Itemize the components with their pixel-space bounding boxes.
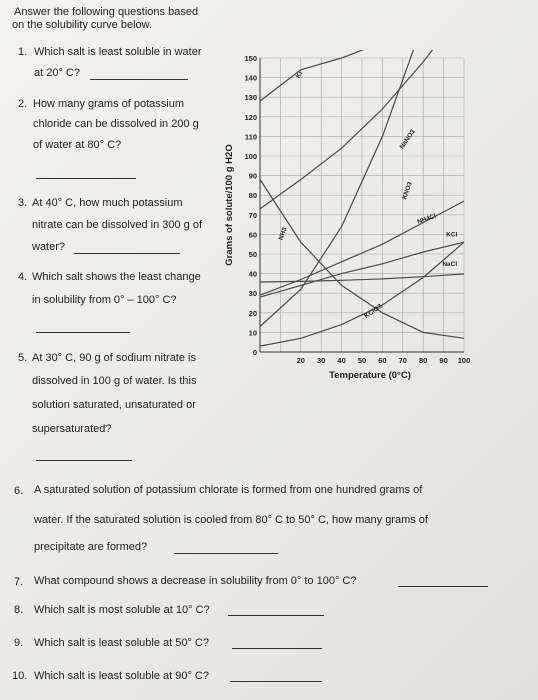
- question-2-number: 2.: [18, 98, 28, 110]
- y-tick-label: 70: [248, 210, 257, 220]
- y-tick-label: 110: [244, 132, 257, 142]
- question-5-line-2: dissolved in 100 g of water. Is this: [32, 375, 197, 387]
- question-2-line-3: of water at 80° C?: [33, 139, 122, 151]
- series-label-0: KI: [294, 70, 305, 80]
- y-tick-label: 20: [248, 308, 257, 318]
- question-10-answer-line[interactable]: [230, 681, 322, 682]
- question-7-answer-line[interactable]: [398, 586, 488, 587]
- question-7-line-1: What compound shows a decrease in solubility from 0° to 100° C?: [34, 575, 357, 587]
- y-tick-label: 140: [244, 73, 257, 83]
- question-4-line-2: in solubility from 0° – 100° C?: [32, 294, 177, 306]
- question-1-answer-line[interactable]: [90, 79, 188, 80]
- question-7-number: 7.: [14, 576, 24, 588]
- series-label-6: NaCl: [442, 260, 458, 268]
- question-1-line-1: Which salt is least soluble in water: [34, 46, 202, 58]
- y-tick-label: 60: [248, 230, 257, 240]
- y-tick-label: 50: [248, 250, 257, 259]
- solubility-chart-svg: [222, 50, 472, 390]
- x-tick-label: 40: [337, 356, 346, 365]
- y-tick-label: 30: [248, 289, 257, 299]
- instructions-line-2: on the solubility curve below.: [12, 19, 153, 31]
- y-tick-label: 80: [248, 191, 257, 201]
- x-axis-label: Temperature (0°C): [329, 370, 411, 381]
- x-tick-label: 100: [457, 356, 471, 365]
- instructions-line-1: Answer the following questions based: [14, 6, 199, 18]
- question-5-number: 5.: [18, 352, 28, 364]
- question-6-line-1: A saturated solution of potassium chlorate is formed from one hundred grams of: [34, 484, 423, 496]
- series-label-3: NH3: [277, 226, 289, 242]
- x-tick-label: 60: [378, 356, 387, 365]
- x-tick-label: 90: [439, 356, 448, 365]
- question-5-line-3: solution saturated, unsaturated or: [32, 399, 196, 411]
- question-3-answer-line[interactable]: [74, 253, 180, 254]
- question-9-answer-line[interactable]: [232, 648, 322, 649]
- x-tick-label: 50: [357, 356, 367, 365]
- question-6-line-2: water. If the saturated solution is cooled from 80° C to 50° C, how many grams of: [34, 514, 428, 526]
- question-3-line-3: water?: [32, 241, 66, 253]
- series-label-7: KClO3: [363, 303, 384, 321]
- question-6-line-3: precipitate are formed?: [34, 541, 148, 553]
- question-2-line-1: How many grams of potassium: [33, 98, 184, 110]
- x-tick-label: 30: [317, 356, 326, 365]
- solubility-chart: [222, 50, 472, 390]
- question-9-line-1: Which salt is least soluble at 50° C?: [34, 637, 209, 649]
- y-tick-label: 40: [248, 269, 257, 279]
- series-label-5: KCl: [446, 231, 458, 239]
- question-8-answer-line[interactable]: [228, 615, 324, 616]
- y-tick-label: 10: [248, 328, 257, 338]
- question-2-answer-line[interactable]: [36, 178, 136, 179]
- question-9-number: 9.: [14, 637, 24, 649]
- question-4-number: 4.: [18, 271, 28, 283]
- question-1-number: 1.: [18, 46, 28, 58]
- question-2-line-2: chloride can be dissolved in 200 g: [33, 118, 199, 130]
- question-4-answer-line[interactable]: [36, 332, 130, 333]
- y-tick-label: 100: [244, 152, 257, 161]
- series-label-1: NaNO3: [398, 128, 417, 151]
- question-6-number: 6.: [14, 485, 24, 497]
- series-label-2: KNO3: [401, 181, 414, 201]
- question-8-number: 8.: [14, 604, 24, 616]
- question-3-line-2: nitrate can be dissolved in 300 g of: [32, 219, 203, 231]
- question-10-line-1: Which salt is least soluble at 90° C?: [34, 670, 209, 682]
- question-5-line-4: supersaturated?: [32, 423, 112, 435]
- y-tick-label: 0: [252, 348, 257, 357]
- question-3-number: 3.: [18, 197, 28, 209]
- question-8-line-1: Which salt is most soluble at 10° C?: [34, 604, 210, 616]
- question-5-answer-line[interactable]: [36, 460, 132, 461]
- y-tick-label: 90: [248, 171, 257, 181]
- question-1-line-2: at 20° C?: [34, 67, 80, 79]
- question-3-line-1: At 40° C, how much potassium: [32, 197, 183, 209]
- series-label-4: NH4Cl: [416, 212, 438, 226]
- y-tick-label: 150: [244, 54, 257, 63]
- y-tick-label: 130: [244, 93, 257, 103]
- question-5-line-1: At 30° C, 90 g of sodium nitrate is: [32, 352, 196, 364]
- x-tick-label: 20: [296, 356, 305, 365]
- x-tick-label: 80: [419, 356, 428, 365]
- question-10-number: 10.: [12, 670, 28, 682]
- question-6-answer-line[interactable]: [174, 553, 278, 554]
- x-tick-label: 70: [398, 356, 407, 365]
- question-4-line-1: Which salt shows the least change: [32, 271, 201, 283]
- y-tick-label: 120: [244, 112, 257, 122]
- y-axis-label: Grams of solute/100 g H2O: [224, 144, 235, 266]
